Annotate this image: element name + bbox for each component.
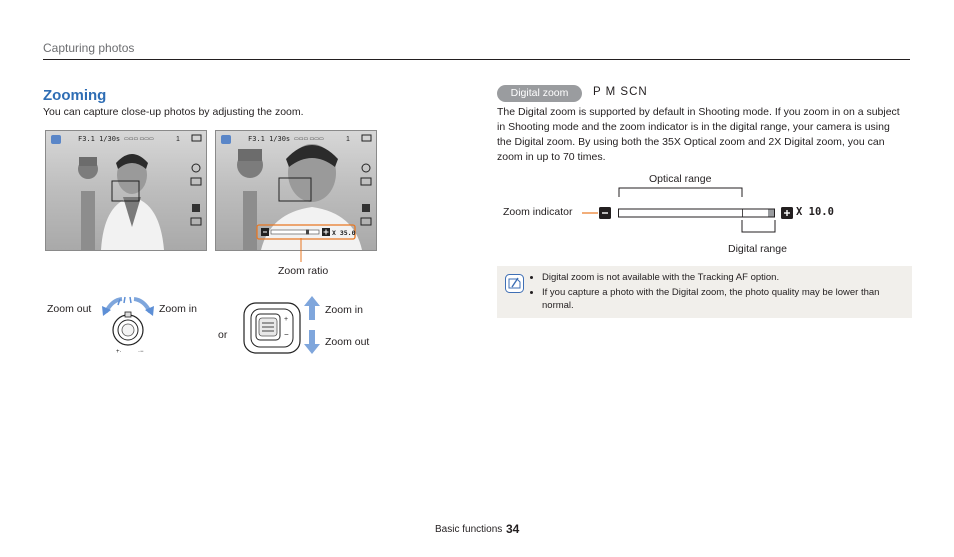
camera-screen-before bbox=[45, 130, 207, 251]
metering-icon bbox=[191, 218, 201, 225]
hd-indicator-text: ▭▭▭ ▭▭▭ bbox=[124, 136, 154, 142]
shooting-modes: P M SCN bbox=[593, 86, 648, 98]
camera-mode-icon bbox=[51, 135, 61, 144]
camera-mode-icon bbox=[221, 135, 231, 144]
svg-text:+: + bbox=[284, 316, 289, 323]
zoom-value-readout: X 10.0 bbox=[796, 206, 834, 218]
intro-text: You can capture close-up photos by adjusting the zoom. bbox=[43, 106, 304, 118]
zoom-out-label-right: Zoom out bbox=[325, 336, 370, 348]
digital-zoom-badge: Digital zoom bbox=[497, 85, 582, 102]
camera-screen-zoomed bbox=[215, 130, 377, 251]
zoom-lever-icon bbox=[98, 296, 158, 358]
zoom-range-bar bbox=[618, 208, 776, 218]
zoom-indicator-label: Zoom indicator bbox=[503, 206, 573, 218]
svg-text:+·: +· bbox=[116, 349, 122, 355]
metering-icon bbox=[361, 218, 371, 225]
camera-screen-illustration bbox=[46, 131, 206, 250]
flash-icon bbox=[362, 164, 370, 172]
shots-remaining: 1 bbox=[176, 136, 180, 143]
stabilizer-icon bbox=[192, 204, 200, 212]
camera-screen-zoomed-illustration bbox=[216, 131, 376, 250]
shots-remaining: 1 bbox=[346, 136, 350, 143]
page-number: 34 bbox=[506, 522, 520, 536]
zoom-ratio-leader bbox=[296, 238, 306, 264]
digital-zoom-description: The Digital zoom is supported by default in Shooting mode. If you zoom in on a subject in Shooting mode and the zoom indicator is in the digital range, your camera is using the Digital zoom. By using both the 35X Optical zoom and 2X Digital zoom, you can zoom in up to 70 times. bbox=[497, 106, 900, 163]
zoom-in-label-right: Zoom in bbox=[325, 304, 363, 316]
zoom-button-icon bbox=[242, 297, 302, 354]
digital-range-label: Digital range bbox=[728, 243, 787, 255]
zoom-arrows-icon bbox=[303, 296, 321, 354]
battery-icon bbox=[192, 135, 201, 141]
svg-text:·−: ·− bbox=[138, 349, 144, 355]
note-item: • If you capture a photo with the Digital zoom, the photo quality may be lower than normal. bbox=[542, 286, 897, 313]
zoom-minus-button bbox=[599, 207, 611, 219]
svg-text:−: − bbox=[284, 330, 289, 339]
stabilizer-icon bbox=[362, 204, 370, 212]
page-title: Zooming bbox=[43, 87, 107, 104]
size-icon bbox=[191, 178, 201, 185]
zoom-bar-marker bbox=[306, 230, 309, 235]
section-header: Capturing photos bbox=[43, 41, 135, 55]
zoom-in-label-left: Zoom in bbox=[159, 303, 197, 315]
digital-range-bracket bbox=[741, 220, 777, 234]
note-item: • Digital zoom is not available with the Tracking AF option. bbox=[542, 271, 897, 285]
zoom-ratio-label: Zoom ratio bbox=[278, 265, 329, 277]
zoom-bar bbox=[271, 230, 319, 234]
note-icon bbox=[505, 274, 524, 293]
exposure-info: F3.1 1/30s bbox=[248, 135, 291, 143]
hd-indicator-text: ▭▭▭ ▭▭▭ bbox=[294, 136, 324, 142]
size-icon bbox=[361, 178, 371, 185]
or-label: or bbox=[218, 329, 228, 341]
zoom-plus-button bbox=[781, 207, 793, 219]
footer-section: Basic functions bbox=[435, 524, 503, 535]
header-divider bbox=[43, 59, 910, 60]
optical-range-bracket bbox=[618, 186, 744, 198]
note-list bbox=[530, 271, 897, 314]
exposure-info: F3.1 1/30s bbox=[78, 135, 121, 143]
battery-icon bbox=[362, 135, 371, 141]
optical-range-label: Optical range bbox=[649, 173, 712, 185]
flash-icon bbox=[192, 164, 200, 172]
zoom-ratio-value: X 35.0 bbox=[332, 229, 356, 237]
zoom-out-label-left: Zoom out bbox=[47, 303, 92, 315]
note-box bbox=[497, 266, 912, 318]
